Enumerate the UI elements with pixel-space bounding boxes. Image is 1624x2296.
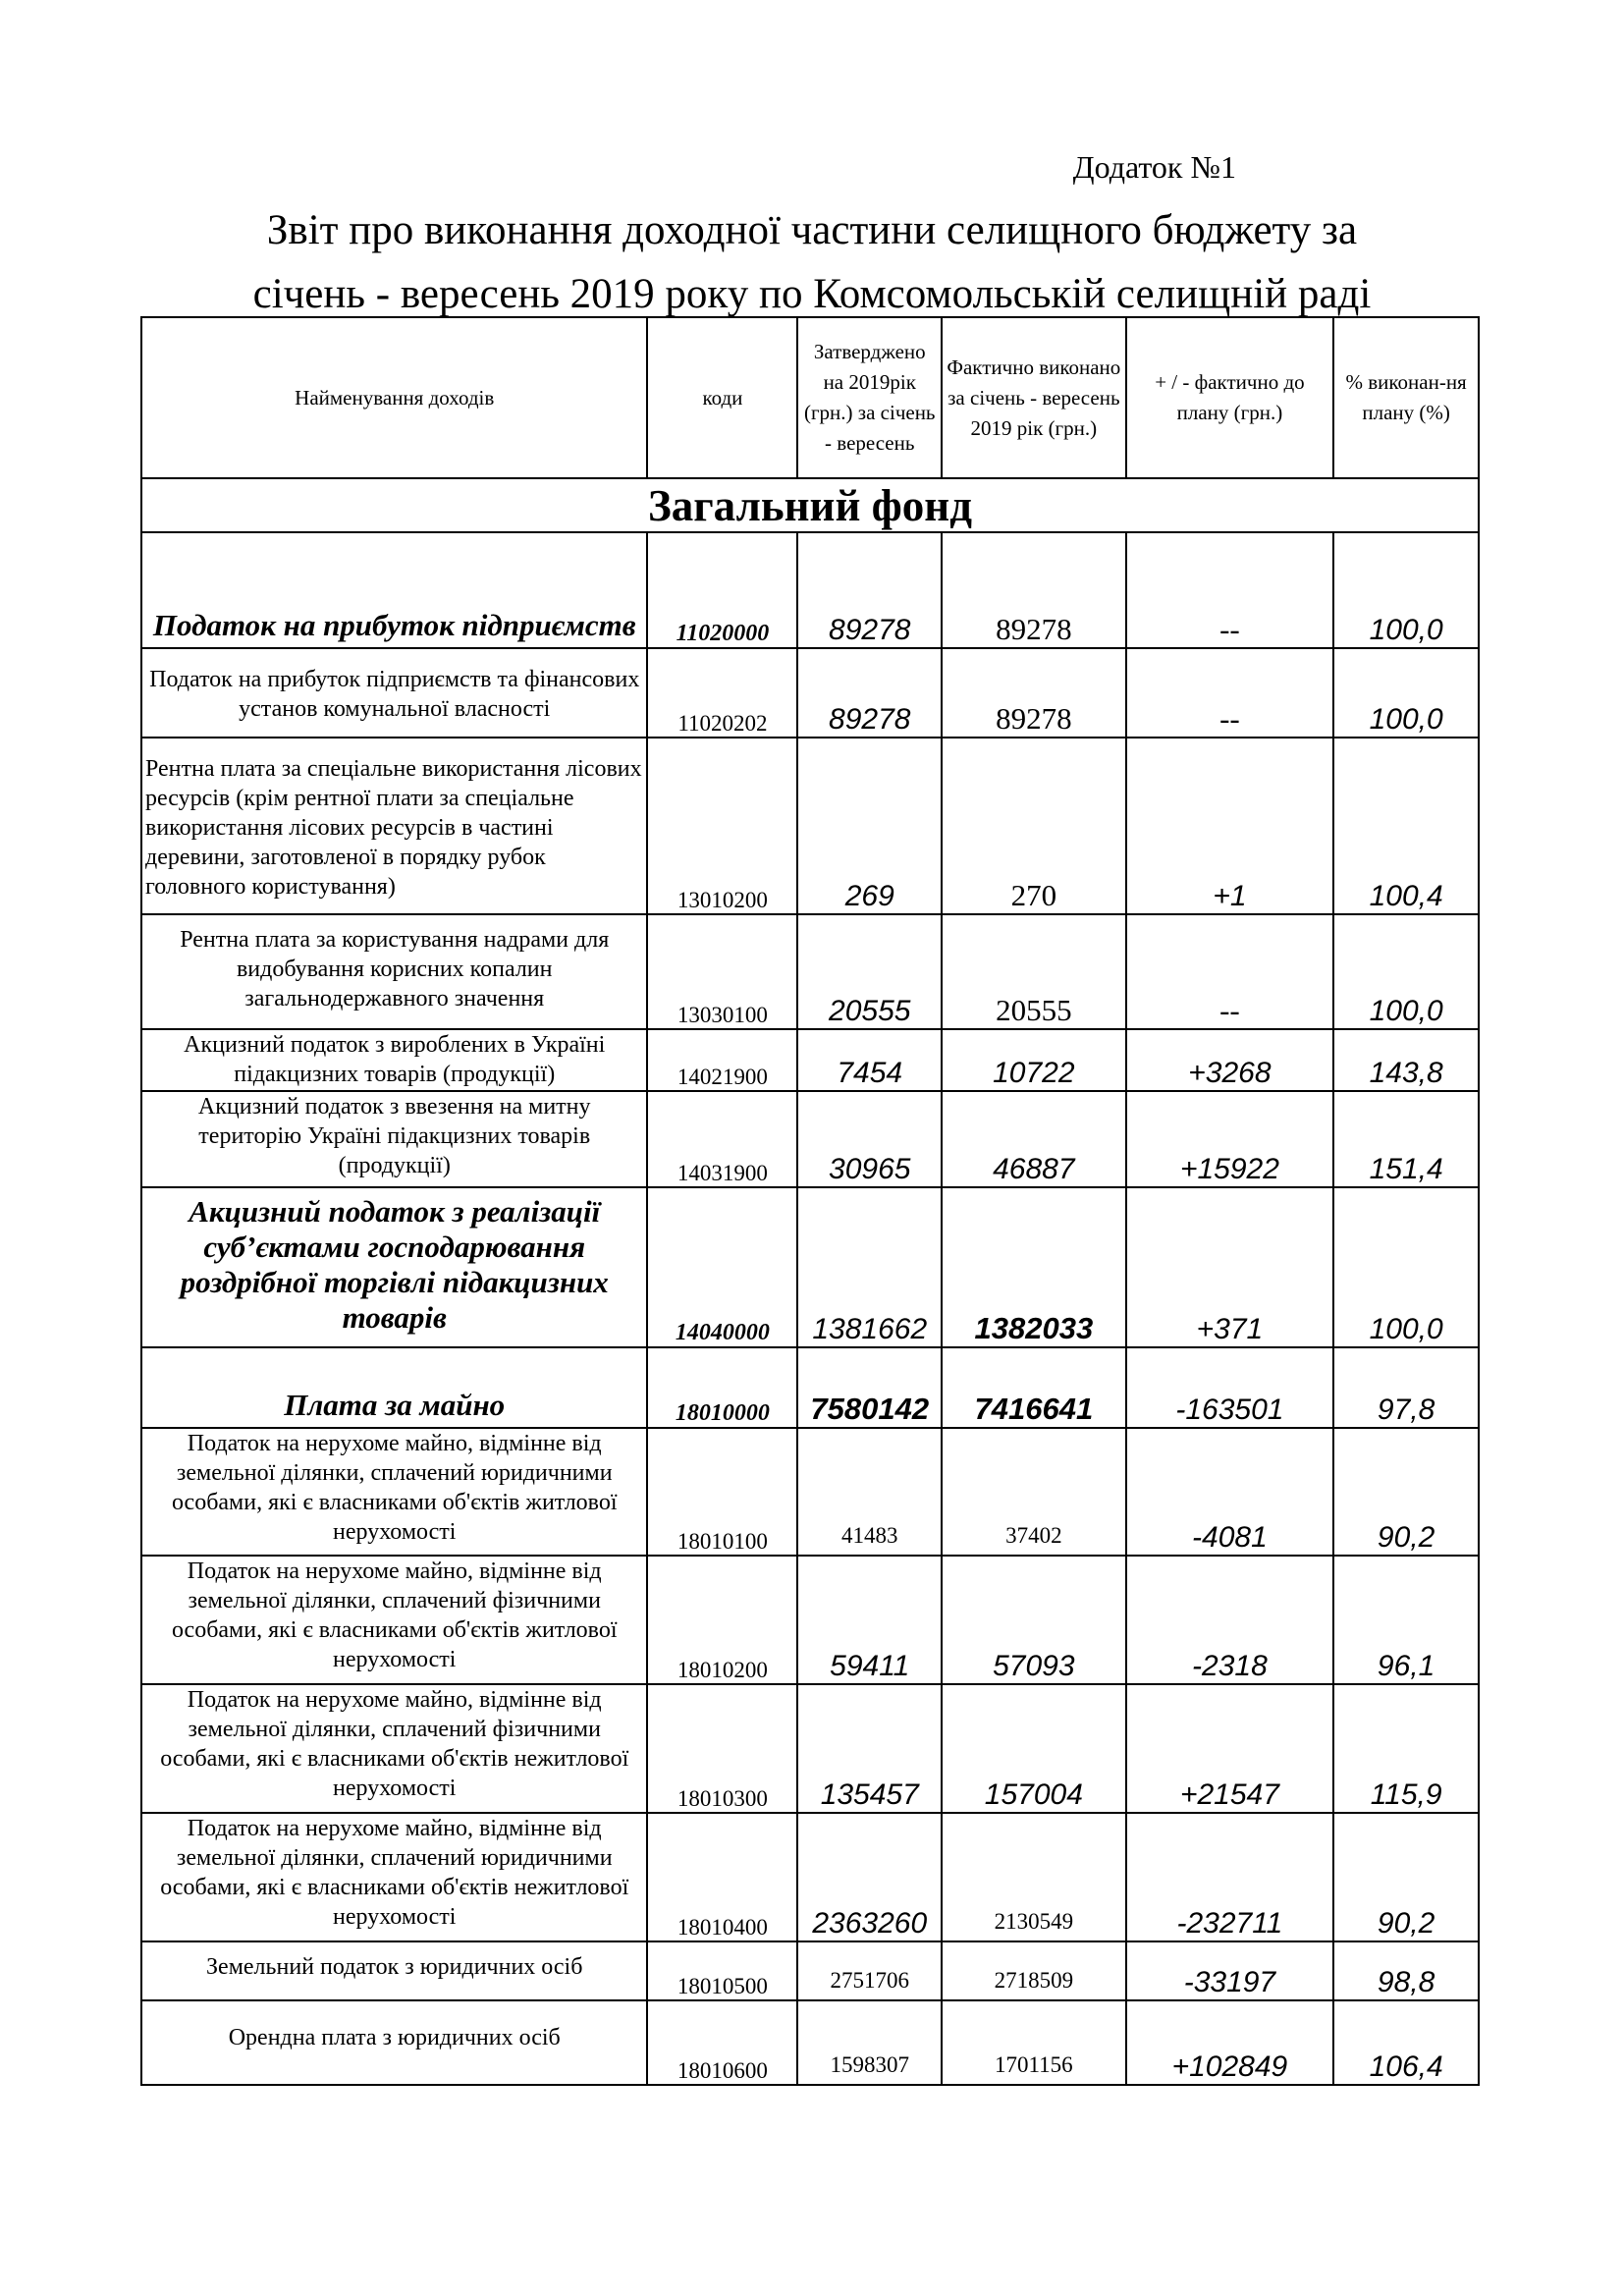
section-row bbox=[141, 478, 1479, 532]
table-row bbox=[141, 1941, 1479, 2000]
row-name: Рентна плата за користування надрами для видобування корисних копалин загальнодержавного значення bbox=[141, 914, 647, 1029]
row-code: 13010200 bbox=[647, 738, 797, 914]
row-name: Рентна плата за спеціальне використання лісових ресурсів (крім рентної плати за спеціальне використання лісових ресурсів в частині деревини, заготовленої в порядку рубок головного користування) bbox=[141, 738, 647, 914]
table-row bbox=[141, 1347, 1479, 1428]
row-actual: 89278 bbox=[942, 648, 1126, 738]
row-diff: -- bbox=[1126, 532, 1334, 648]
row-name: Акцизний податок з вироблених в Україні підакцизних товарів (продукції) bbox=[141, 1029, 647, 1091]
row-actual: 57093 bbox=[942, 1556, 1126, 1684]
row-code: 14021900 bbox=[647, 1029, 797, 1091]
row-percent: 100,0 bbox=[1333, 532, 1479, 648]
row-actual: 2718509 bbox=[942, 1941, 1126, 2000]
row-actual: 10722 bbox=[942, 1029, 1126, 1091]
row-name: Орендна плата з юридичних осіб bbox=[141, 2000, 647, 2085]
row-actual: 2130549 bbox=[942, 1813, 1126, 1941]
row-approved: 7454 bbox=[797, 1029, 942, 1091]
row-approved: 1381662 bbox=[797, 1187, 942, 1347]
table-row bbox=[141, 1684, 1479, 1813]
appendix-label: Додаток №1 bbox=[1072, 149, 1236, 185]
row-actual: 1382033 bbox=[942, 1187, 1126, 1347]
row-code: 11020202 bbox=[647, 648, 797, 738]
row-diff: +15922 bbox=[1126, 1091, 1334, 1187]
row-diff: +371 bbox=[1126, 1187, 1334, 1347]
row-percent: 143,8 bbox=[1333, 1029, 1479, 1091]
row-approved: 41483 bbox=[797, 1428, 942, 1556]
row-approved: 7580142 bbox=[797, 1347, 942, 1428]
report-title bbox=[137, 198, 1487, 326]
table-row bbox=[141, 532, 1479, 648]
row-code: 14040000 bbox=[647, 1187, 797, 1347]
table-header-row bbox=[141, 317, 1479, 478]
row-approved: 89278 bbox=[797, 648, 942, 738]
row-percent: 100,0 bbox=[1333, 648, 1479, 738]
row-percent: 90,2 bbox=[1333, 1428, 1479, 1556]
col-header-name: Найменування доходів bbox=[141, 317, 647, 478]
row-diff: -4081 bbox=[1126, 1428, 1334, 1556]
row-code: 18010300 bbox=[647, 1684, 797, 1813]
col-header-approved: Затверджено на 2019рік (грн.) за січень - вересень bbox=[797, 317, 942, 478]
row-approved: 2751706 bbox=[797, 1941, 942, 2000]
row-actual: 7416641 bbox=[942, 1347, 1126, 1428]
row-code: 18010400 bbox=[647, 1813, 797, 1941]
row-actual: 270 bbox=[942, 738, 1126, 914]
row-name: Податок на прибуток підприємств та фінансових установ комунальної власності bbox=[141, 648, 647, 738]
table-row bbox=[141, 1187, 1479, 1347]
row-percent: 100,0 bbox=[1333, 1187, 1479, 1347]
row-percent: 96,1 bbox=[1333, 1556, 1479, 1684]
table-row bbox=[141, 1029, 1479, 1091]
row-diff: -2318 bbox=[1126, 1556, 1334, 1684]
row-name: Податок на нерухоме майно, відмінне від земельної ділянки, сплачений фізичними особами, які є власниками об'єктів нежитлової нерухомості bbox=[141, 1684, 647, 1813]
col-header-diff: + / - фактично до плану (грн.) bbox=[1126, 317, 1334, 478]
row-diff: -33197 bbox=[1126, 1941, 1334, 2000]
row-approved: 269 bbox=[797, 738, 942, 914]
report-title-line-2: січень - вересень 2019 року по Комсомольській селищній раді bbox=[252, 271, 1372, 317]
row-code: 18010200 bbox=[647, 1556, 797, 1684]
row-name: Акцизний податок з ввезення на митну територію Україні підакцизних товарів (продукції) bbox=[141, 1091, 647, 1187]
col-header-actual: Фактично виконано за січень - вересень 2019 рік (грн.) bbox=[942, 317, 1126, 478]
table-row bbox=[141, 738, 1479, 914]
row-name: Плата за майно bbox=[141, 1347, 647, 1428]
table-row bbox=[141, 1091, 1479, 1187]
row-actual: 37402 bbox=[942, 1428, 1126, 1556]
table-row bbox=[141, 648, 1479, 738]
row-percent: 151,4 bbox=[1333, 1091, 1479, 1187]
row-percent: 100,4 bbox=[1333, 738, 1479, 914]
table-row bbox=[141, 1428, 1479, 1556]
row-code: 13030100 bbox=[647, 914, 797, 1029]
row-name: Акцизний податок з реалізації суб’єктами господарювання роздрібної торгівлі підакцизних товарів bbox=[141, 1187, 647, 1347]
row-code: 18010500 bbox=[647, 1941, 797, 2000]
row-name: Податок на нерухоме майно, відмінне від земельної ділянки, сплачений юридичними особами, які є власниками об'єктів нежитлової нерухомості bbox=[141, 1813, 647, 1941]
row-percent: 115,9 bbox=[1333, 1684, 1479, 1813]
row-approved: 20555 bbox=[797, 914, 942, 1029]
row-name: Земельний податок з юридичних осіб bbox=[141, 1941, 647, 2000]
row-diff: -163501 bbox=[1126, 1347, 1334, 1428]
row-percent: 98,8 bbox=[1333, 1941, 1479, 2000]
row-diff: +21547 bbox=[1126, 1684, 1334, 1813]
revenue-table bbox=[140, 316, 1480, 2086]
row-approved: 135457 bbox=[797, 1684, 942, 1813]
row-actual: 1701156 bbox=[942, 2000, 1126, 2085]
row-code: 18010600 bbox=[647, 2000, 797, 2085]
row-code: 18010000 bbox=[647, 1347, 797, 1428]
report-title-line-1: Звіт про виконання доходної частини селищного бюджету за bbox=[266, 207, 1358, 253]
row-actual: 20555 bbox=[942, 914, 1126, 1029]
row-diff: -- bbox=[1126, 914, 1334, 1029]
row-approved: 1598307 bbox=[797, 2000, 942, 2085]
table-row bbox=[141, 1813, 1479, 1941]
row-approved: 30965 bbox=[797, 1091, 942, 1187]
row-name: Податок на нерухоме майно, відмінне від земельної ділянки, сплачений фізичними особами, які є власниками об'єктів житлової нерухомості bbox=[141, 1556, 647, 1684]
table-row bbox=[141, 2000, 1479, 2085]
row-name: Податок на прибуток підприємств bbox=[141, 532, 647, 648]
row-diff: +1 bbox=[1126, 738, 1334, 914]
row-approved: 59411 bbox=[797, 1556, 942, 1684]
row-actual: 46887 bbox=[942, 1091, 1126, 1187]
row-diff: -232711 bbox=[1126, 1813, 1334, 1941]
col-header-percent: % виконан-ня плану (%) bbox=[1333, 317, 1479, 478]
row-actual: 157004 bbox=[942, 1684, 1126, 1813]
row-percent: 100,0 bbox=[1333, 914, 1479, 1029]
row-name: Податок на нерухоме майно, відмінне від земельної ділянки, сплачений юридичними особами, які є власниками об'єктів житлової нерухомості bbox=[141, 1428, 647, 1556]
section-title: Загальний фонд bbox=[141, 478, 1479, 532]
row-code: 18010100 bbox=[647, 1428, 797, 1556]
col-header-code: коди bbox=[647, 317, 797, 478]
row-approved: 2363260 bbox=[797, 1813, 942, 1941]
table-row bbox=[141, 914, 1479, 1029]
row-diff: +3268 bbox=[1126, 1029, 1334, 1091]
row-diff: -- bbox=[1126, 648, 1334, 738]
row-code: 14031900 bbox=[647, 1091, 797, 1187]
row-diff: +102849 bbox=[1126, 2000, 1334, 2085]
row-percent: 90,2 bbox=[1333, 1813, 1479, 1941]
row-approved: 89278 bbox=[797, 532, 942, 648]
table-row bbox=[141, 1556, 1479, 1684]
row-percent: 97,8 bbox=[1333, 1347, 1479, 1428]
row-actual: 89278 bbox=[942, 532, 1126, 648]
row-percent: 106,4 bbox=[1333, 2000, 1479, 2085]
row-code: 11020000 bbox=[647, 532, 797, 648]
